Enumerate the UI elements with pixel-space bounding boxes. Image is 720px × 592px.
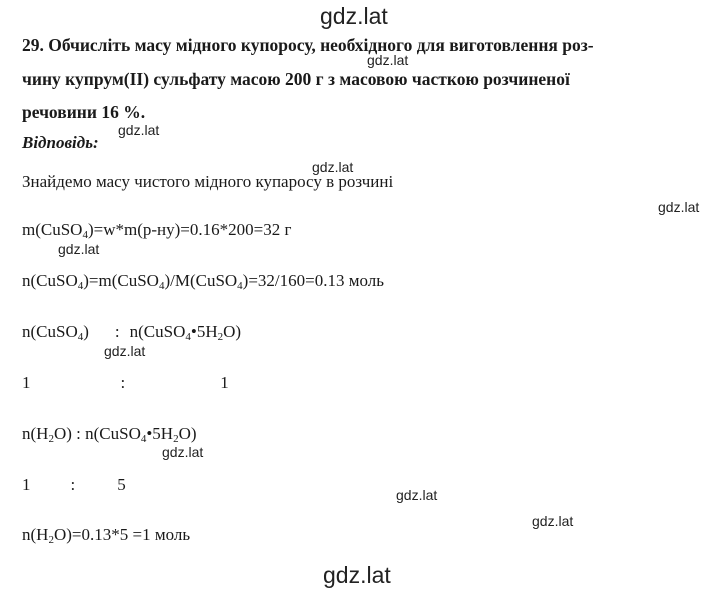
watermark: gdz.lat bbox=[118, 122, 160, 138]
answer-label: Відповідь: bbox=[22, 133, 99, 152]
watermark: gdz.lat bbox=[532, 513, 574, 529]
watermark: gdz.lat bbox=[658, 199, 700, 215]
ratio-left: n(CuSO$_4$) bbox=[22, 322, 89, 343]
mole-ratio-2: $n(H_2O)$ : $n(CuSO_4•5H_2O)$ bbox=[22, 424, 197, 445]
moles-equation: n(CuSO$_4$)=m(CuSO$_4$)/M(CuSO$_4$)=32/160=0.13 моль bbox=[22, 271, 385, 292]
watermark: gdz.lat bbox=[320, 3, 388, 29]
watermark: gdz.lat bbox=[58, 241, 100, 257]
mole-ratio-1-values: 1 : 1 bbox=[22, 373, 229, 392]
watermark: gdz.lat bbox=[396, 487, 438, 503]
solution-intro: Знайдемо масу чистого мідного купаросу в розчині bbox=[22, 172, 394, 191]
mole-ratio-1 bbox=[22, 322, 241, 342]
mole-ratio-2-values: 1 : 5 bbox=[22, 475, 126, 494]
problem-line-2: чину купрум(ІІ) сульфату масою 200 г з масовою часткою розчиненої bbox=[22, 69, 570, 89]
problem-line-3: речовини 16 %. bbox=[22, 102, 146, 122]
mass-equation: m(CuSO$_4$)=w*m(р-ну)=0.16*200=32 г bbox=[22, 220, 292, 241]
watermark: gdz.lat bbox=[312, 159, 354, 175]
watermark: gdz.lat bbox=[367, 52, 409, 68]
problem-line-1: 29. Обчисліть масу мідного купоросу, необхідного для виготовлення роз- bbox=[22, 35, 594, 55]
watermark: gdz.lat bbox=[323, 562, 391, 588]
water-equation: $n(H_2O)=0.13*5 =1$ моль bbox=[22, 525, 191, 546]
watermark: gdz.lat bbox=[162, 444, 204, 460]
watermark: gdz.lat bbox=[104, 343, 146, 359]
ratio-right: $n(CuSO_4•5H_2O)$ bbox=[129, 322, 242, 343]
ratio-colon: : bbox=[114, 322, 120, 341]
